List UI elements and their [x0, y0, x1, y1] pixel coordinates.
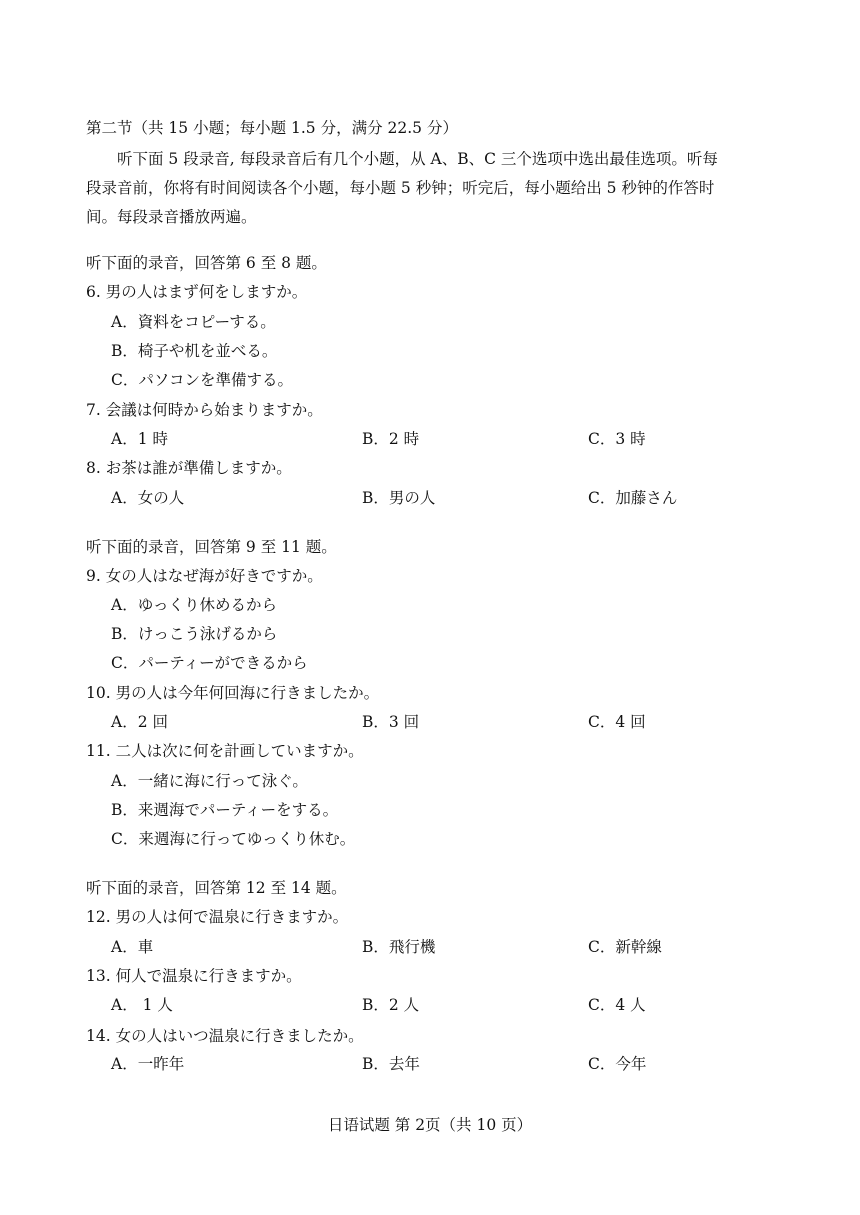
option-a: A．一緒に海に行って泳ぐ。: [111, 772, 308, 790]
option-b: B．椅子や机を並べる。: [111, 342, 278, 360]
question-7: 7. 会議は何時から始まりますか。: [86, 401, 323, 419]
option-c: C．4 人: [588, 996, 646, 1014]
instruction-line: 间。每段录音播放两遍。: [86, 208, 257, 226]
option-a: A．一昨年: [111, 1055, 185, 1073]
option-a: A．女の人: [111, 489, 185, 507]
question-8: 8. お茶は誰が準備しますか。: [86, 459, 292, 477]
option-a: A．2 回: [111, 713, 168, 731]
group-heading: 听下面的录音，回答第 6 至 8 题。: [86, 254, 327, 272]
question-6: 6. 男の人はまず何をしますか。: [86, 283, 308, 301]
question-9: 9. 女の人はなぜ海が好きですか。: [86, 567, 323, 585]
option-c: C．加藤さん: [588, 489, 678, 507]
option-b: B．去年: [362, 1055, 420, 1073]
option-a: A．1 時: [111, 430, 168, 448]
question-10: 10. 男の人は今年何回海に行きましたか。: [86, 684, 380, 702]
section-title: 第二节（共 15 小题；每小题 1.5 分，满分 22.5 分）: [86, 119, 458, 137]
option-b: B．男の人: [362, 489, 436, 507]
option-a: A．資料をコピーする。: [111, 313, 276, 331]
option-c: C．来週海に行ってゆっくり休む。: [111, 830, 356, 848]
option-a: A． 1 人: [111, 996, 173, 1014]
option-b: B．けっこう泳げるから: [111, 625, 278, 643]
option-b: B．2 時: [362, 430, 420, 448]
page-footer: 日语试题 第 2页（共 10 页）: [327, 1116, 533, 1134]
option-c: C．パソコンを準備する。: [111, 371, 294, 389]
option-a: A．ゆっくり休めるから: [111, 596, 278, 614]
option-b: B．飛行機: [362, 938, 436, 956]
instruction-line: 段录音前，你将有时间阅读各个小题，每小题 5 秒钟；听完后，每小题给出 5 秒钟的作答时: [86, 179, 715, 197]
question-14: 14. 女の人はいつ温泉に行きましたか。: [86, 1027, 364, 1045]
option-b: B．2 人: [362, 996, 420, 1014]
instruction-line: 听下面 5 段录音, 每段录音后有几个小题，从 A、B、C 三个选项中选出最佳选项。听每: [117, 150, 718, 168]
question-11: 11. 二人は次に何を計画していますか。: [86, 742, 364, 760]
option-c: C．パーティーができるから: [111, 654, 308, 672]
group-heading: 听下面的录音，回答第 9 至 11 题。: [86, 538, 337, 556]
option-c: C．4 回: [588, 713, 646, 731]
option-c: C．3 時: [588, 430, 646, 448]
option-a: A．車: [111, 938, 154, 956]
option-b: B．来週海でパーティーをする。: [111, 801, 339, 819]
option-c: C．新幹線: [588, 938, 662, 956]
option-c: C．今年: [588, 1055, 647, 1073]
section-instructions: [86, 145, 776, 232]
option-b: B．3 回: [362, 713, 420, 731]
group-heading: 听下面的录音，回答第 12 至 14 题。: [86, 879, 347, 897]
question-12: 12. 男の人は何で温泉に行きますか。: [86, 908, 349, 926]
question-13: 13. 何人で温泉に行きますか。: [86, 967, 302, 985]
